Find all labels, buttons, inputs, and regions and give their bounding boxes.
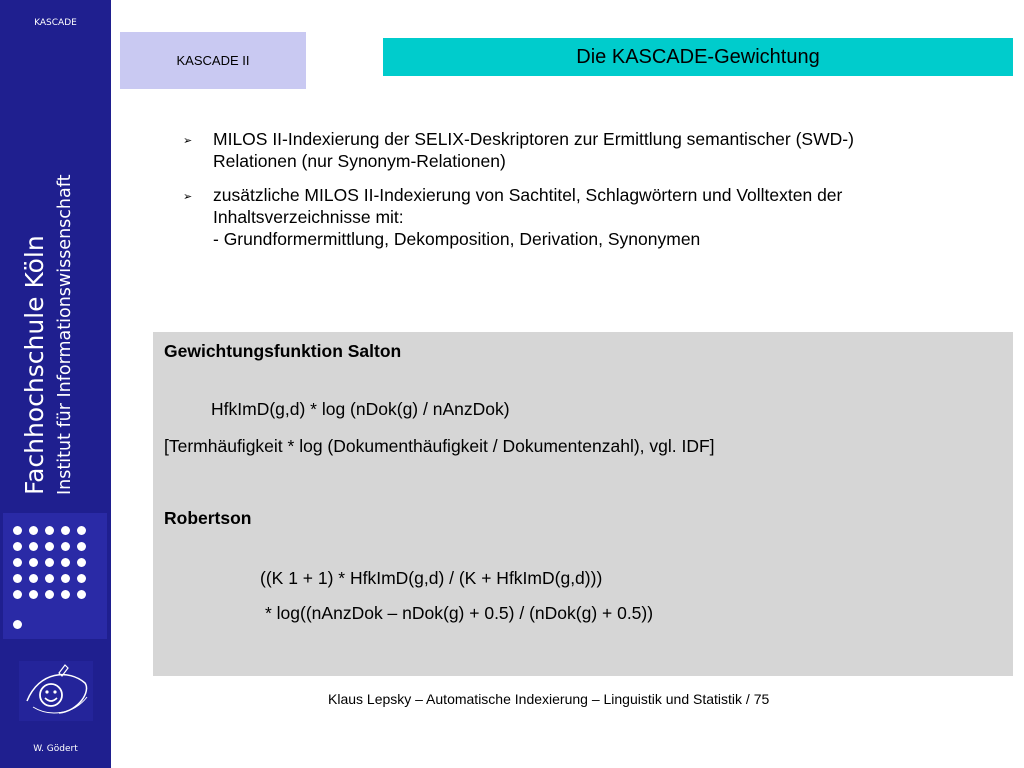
logo-dot [61,542,70,551]
slide-title: Die KASCADE-Gewichtung [383,38,1013,76]
logo-dot [29,558,38,567]
arrow-bullet-icon: ➢ [183,191,193,203]
logo-dot [77,574,86,583]
logo-dot [13,542,22,551]
formula-box [153,332,1013,676]
logo-dot [29,574,38,583]
bullet-line: Relationen (nur Synonym-Relationen) [213,151,506,171]
logo-dot [45,574,54,583]
logo-dot [61,558,70,567]
robertson-heading: Robertson [164,508,252,528]
logo-dot [29,590,38,599]
logo-dot [45,526,54,535]
bullet-line: MILOS II-Indexierung der SELIX-Deskriptoren zur Ermittlung semantischer (SWD-) [213,129,854,149]
logo-dot [45,542,54,551]
bullet-item [183,184,1013,250]
sidebar-author-label: W. Gödert [33,744,78,754]
robertson-formula-line-2: * log((nAnzDok – nDok(g) + 0.5) / (nDok(g) + 0.5)) [265,603,654,623]
logo-dot [61,590,70,599]
logo-dot [77,590,86,599]
bullet-line: Inhaltsverzeichnisse mit: [213,207,404,227]
sidebar-top-label: KASCADE [34,18,77,28]
sidebar [0,0,111,768]
dot-pattern-logo [3,513,107,639]
robertson-formula-line-1: ((K 1 + 1) * HfkImD(g,d) / (K + HfkImD(g,d))) [260,568,603,588]
footer-citation: Klaus Lepsky – Automatische Indexierung – Linguistik und Statistik / 75 [328,691,770,707]
logo-dot [13,620,22,629]
logo-dot [29,526,38,535]
bullet-item [183,128,1013,172]
logo-dot [45,558,54,567]
salton-heading: Gewichtungsfunktion Salton [164,341,402,361]
logo-dot [61,574,70,583]
logo-dot [29,542,38,551]
section-tag: KASCADE II [120,32,306,89]
bullet-line: - Grundformermittlung, Dekomposition, Derivation, Synonymen [213,229,701,249]
logo-dot [77,542,86,551]
salton-formula: HfkImD(g,d) * log (nDok(g) / nAnzDok) [211,399,510,419]
salton-explanation: [Termhäufigkeit * log (Dokumenthäufigkeit / Dokumentenzahl), vgl. IDF] [164,436,715,456]
logo-dot [13,558,22,567]
bullet-list [183,128,1013,262]
institution-title [19,115,91,495]
logo-dot [13,526,22,535]
logo-dot [61,526,70,535]
arrow-bullet-icon: ➢ [183,135,193,147]
logo-dot [45,590,54,599]
bullet-line: zusätzliche MILOS II-Indexierung von Sachtitel, Schlagwörtern und Volltexten der [213,185,843,205]
institution-name: Fachhochschule Köln [20,235,49,495]
logo-dot [13,574,22,583]
logo-dot [13,590,22,599]
logo-dot [77,526,86,535]
institute-name: Institut für Informationswissenschaft [55,174,75,495]
logo-dot [77,558,86,567]
smiley-logo-icon [19,661,93,721]
